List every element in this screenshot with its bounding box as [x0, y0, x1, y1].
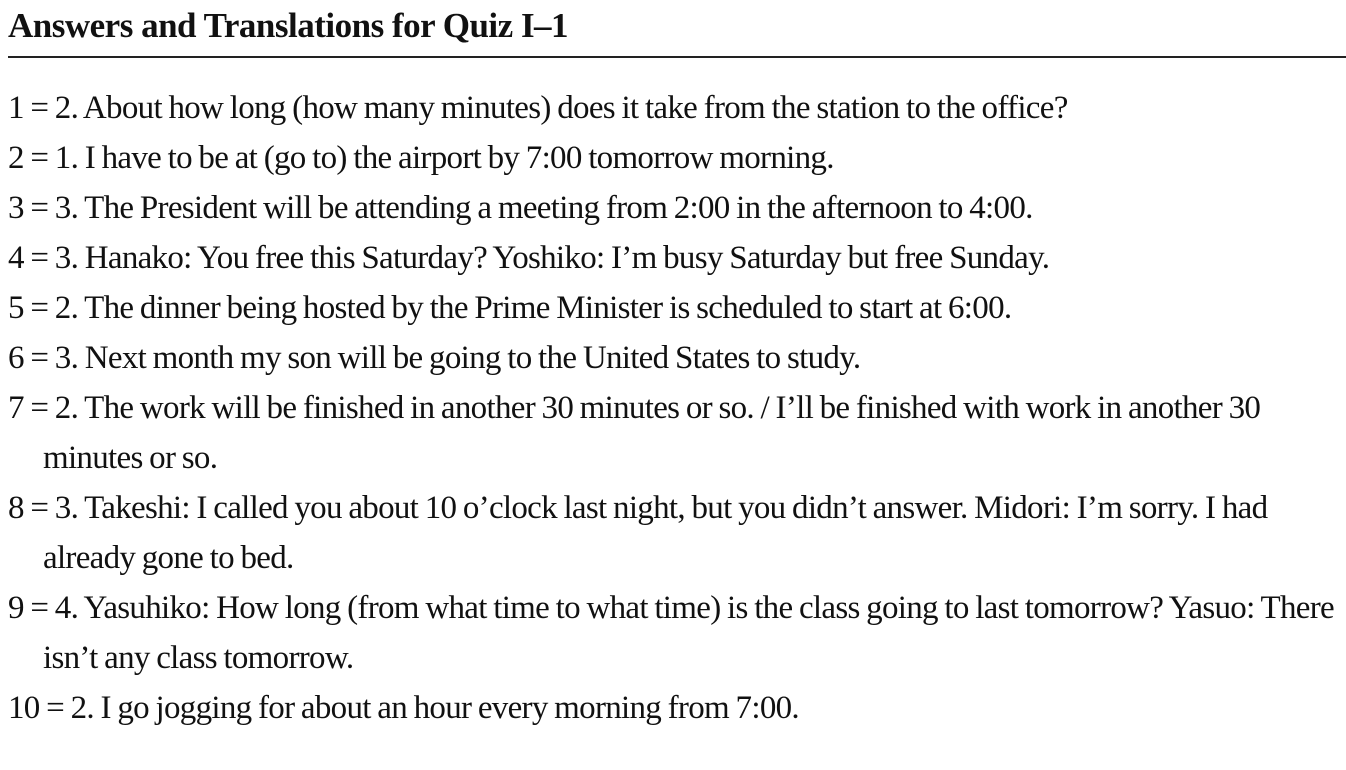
answer-number: 6 = 3. — [8, 340, 79, 376]
answer-text: The work will be finished in another 30 minutes or so. / I’ll be finished with work in another 30 minutes or so. — [43, 390, 1261, 476]
answer-text: Hanako: You free this Saturday? Yoshiko: I’m busy Saturday but free Sunday. — [84, 240, 1050, 276]
answer-number: 8 = 3. — [8, 490, 79, 526]
answer-number: 9 = 4. — [8, 590, 79, 626]
answer-text: Takeshi: I called you about 10 o’clock last night, but you didn’t answer. Midori: I’m sorry. I had already gone to bed. — [43, 490, 1268, 576]
answer-number: 10 = 2. — [8, 690, 94, 726]
answer-text: About how long (how many minutes) does it take from the station to the office? — [82, 90, 1068, 126]
answer-text: Yasuhiko: How long (from what time to what time) is the class going to last tomorrow? Yasuo: There isn’t any class tomorrow. — [43, 590, 1334, 676]
answer-item-6 — [8, 333, 1344, 383]
answer-text: Next month my son will be going to the United States to study. — [84, 340, 861, 376]
answer-list — [8, 83, 1344, 733]
page-title: Answers and Translations for Quiz I–1 — [8, 6, 569, 45]
answer-number: 4 = 3. — [8, 240, 79, 276]
title-rule-divider — [8, 56, 1346, 58]
answer-item-1 — [8, 83, 1344, 133]
answer-number: 7 = 2. — [8, 390, 79, 426]
answer-item-5 — [8, 283, 1344, 333]
answer-item-7 — [8, 383, 1344, 483]
answer-number: 2 = 1. — [8, 140, 79, 176]
answer-item-8 — [8, 483, 1344, 583]
answer-item-4 — [8, 233, 1344, 283]
answer-item-10 — [8, 683, 1344, 733]
answer-item-2 — [8, 133, 1344, 183]
answer-text: The President will be attending a meeting from 2:00 in the afternoon to 4:00. — [84, 190, 1033, 226]
answer-number: 1 = 2. — [8, 90, 79, 126]
answer-number: 5 = 2. — [8, 290, 79, 326]
answer-item-9 — [8, 583, 1344, 683]
answer-number: 3 = 3. — [8, 190, 79, 226]
answer-text: The dinner being hosted by the Prime Minister is scheduled to start at 6:00. — [84, 290, 1012, 326]
answer-text: I go jogging for about an hour every morning from 7:00. — [100, 690, 799, 726]
answer-text: I have to be at (go to) the airport by 7:00 tomorrow morning. — [84, 140, 834, 176]
answer-item-3 — [8, 183, 1344, 233]
